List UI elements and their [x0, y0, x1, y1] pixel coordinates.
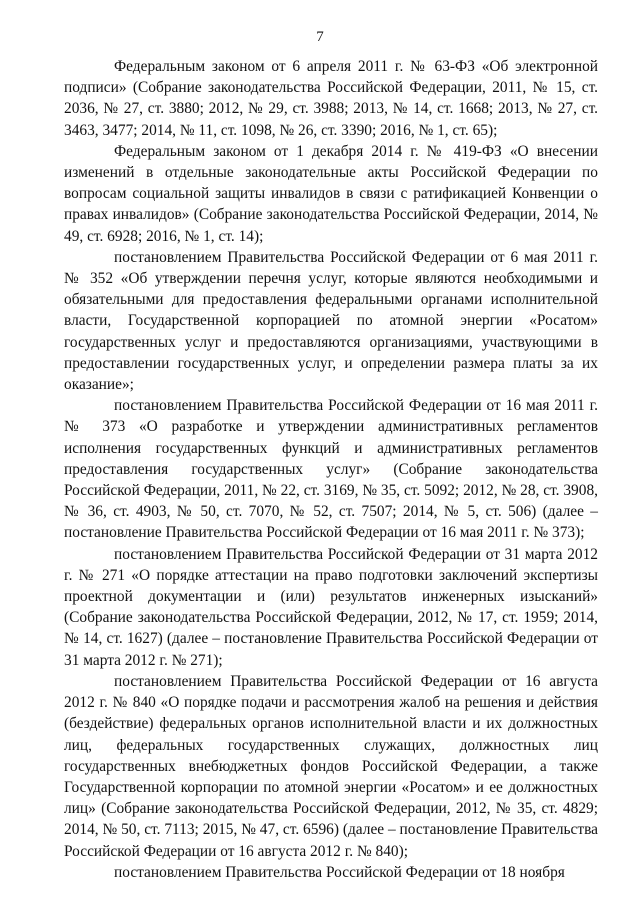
paragraph-resolution-840: постановлением Правительства Российской Федерации от 16 августа 2012 г. № 840 «О порядке подачи и рассмотрения жалоб на решения и действия (бездействие) федеральных органов исполнительной власти и их должностных лиц, федеральных государственных служащих, должностных лиц государственных внебюджетных фондов Российской Федерации, а также Государственной корпорации по атомной энергии «Росатом» и ее должностных лиц» (Собрание законодательства Российской Федерации, 2012, № 35, ст. 4829; 2014, № 50, ст. 7113; 2015, № 47, ст. 6596) (далее – постановление Правительства Российской Федерации от 16 августа 2012 г. № 840);: [64, 672, 598, 860]
paragraph-resolution-373: постановлением Правительства Российской Федерации от 16 мая 2011 г. № 373 «О разработке и утверждении административных регламентов исполнения государственных функций и административных регламентов предоставления государственных услуг» (Собрание законодательства Российской Федерации, 2011, № 22, ст. 3169, № 35, ст. 5092; 2012, № 28, ст. 3908, № 36, ст. 4903, № 50, ст. 7070, № 52, ст. 7507; 2014, № 5, ст. 506) (далее – постановление Правительства Российской Федерации от 16 мая 2011 г. № 373);: [64, 397, 598, 542]
paragraph-resolution-271: постановлением Правительства Российской Федерации от 31 марта 2012 г. № 271 «О порядке аттестации на право подготовки заключений экспертизы проектной документации и (или) результатов инженерных изысканий» (Собрание законодательства Российской Федерации, 2012, № 17, ст. 1959; 2014, № 14, ст. 1627) (далее – постановление Правительства Российской Федерации от 31 марта 2012 г. № 271);: [64, 545, 598, 669]
page-number: 7: [316, 29, 324, 45]
paragraph-resolution-november: постановлением Правительства Российской Федерации от 18 ноября: [114, 863, 565, 881]
paragraph-law-63fz: Федеральным законом от 6 апреля 2011 г. № 63-ФЗ «Об электронной подписи» (Собрание законодательства Российской Федерации, 2011, № 15, ст. 2036, № 27, ст. 3880; 2012, № 29, ст. 3988; 2013, № 14, ст. 1668; 2013, № 27, ст. 3463, 3477; 2014, № 11, ст. 1098, № 26, ст. 3390; 2016, № 1, ст. 65);: [64, 58, 598, 139]
paragraph-resolution-352: постановлением Правительства Российской Федерации от 6 мая 2011 г. № 352 «Об утверждении перечня услуг, которые являются необходимыми и обязательными для предоставления федеральными органами исполнительной власти, Государственной корпорацией по атомной энергии «Росатом» государственных услуг и предоставляются организациями, участвующими в предоставлении государственных услуг, и определении размера платы за их оказание»;: [64, 248, 598, 394]
document-body: [64, 56, 598, 883]
paragraph-law-419fz: Федеральным законом от 1 декабря 2014 г. № 419-ФЗ «О внесении изменений в отдельные законодательные акты Российской Федерации по вопросам социальной защиты инвалидов в связи с ратификацией Конвенции о правах инвалидов» (Собрание законодательства Российской Федерации, 2014, № 49, ст. 6928; 2016, № 1, ст. 14);: [64, 142, 598, 245]
